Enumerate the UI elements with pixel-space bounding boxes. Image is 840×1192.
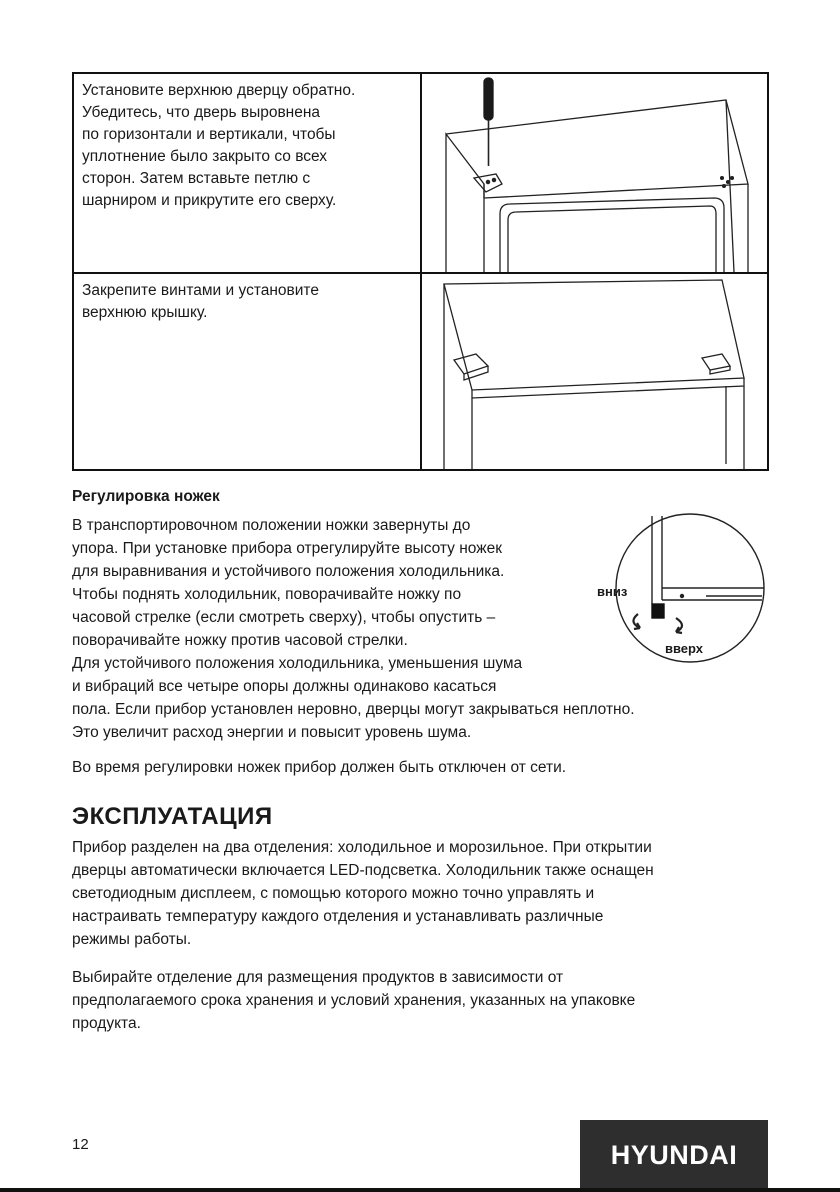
section-title: ЭКСПЛУАТАЦИЯ: [72, 803, 273, 830]
column-divider: [420, 74, 422, 469]
page-number: 12: [72, 1136, 89, 1153]
top-cover-illustration: [426, 274, 766, 469]
operation-paragraph: Прибор разделен на два отделения: холодильное и морозильное. При открытии дверцы автоматически включается LED-подсветка. Холодильник также оснащен светодиодным дисплеем, с помощью которого можно точно управлять и настраивать температуру каждого отделения и устанавливать различные режимы работы.: [72, 839, 654, 948]
brand-logo: [580, 1120, 768, 1192]
step-text: Закрепите винтами и установите верхнюю крышку.: [82, 282, 319, 321]
storage-paragraph: Выбирайте отделение для размещения продуктов в зависимости от предполагаемого срока хранения и условий хранения, указанных на упаковке продукта.: [72, 969, 636, 1032]
label-down: вниз: [597, 584, 628, 599]
label-up: вверх: [665, 641, 704, 656]
leveling-text: В транспортировочном положении ножки завернуты до упора. При установке прибора отрегулируйте высоту ножек для выравнивания и устойчивого положения холодильника. Чтобы поднять холодильник, поворачивайте ножку по часовой стрелке (если смотреть сверху), чтобы опустить – поворачивайте ножку против часовой стрелки. Для устойчивого положения холодильника, уменьшения шума и вибраций все четыре опоры должны одинаково касаться пола. Если прибор установлен неровно, дверцы могут закрываться неплотно. Это увеличит расход энергии и повысит уровень шума.: [72, 517, 635, 741]
instruction-table: [72, 72, 769, 471]
leveling-warning: Во время регулировки ножек прибор должен быть отключен от сети.: [72, 759, 567, 776]
brand-name: HYUNDAI: [610, 1140, 738, 1170]
leveling-heading: Регулировка ножек: [72, 488, 220, 505]
bottom-rule: [0, 1188, 840, 1192]
door-hinge-illustration: [426, 74, 766, 272]
step-text: Установите верхнюю дверцу обратно. Убедитесь, что дверь выровнена по горизонтали и вертикали, чтобы уплотнение было закрыто со всех сторон. Затем вставьте петлю с шарниром и прикрутите его сверху.: [82, 82, 356, 209]
